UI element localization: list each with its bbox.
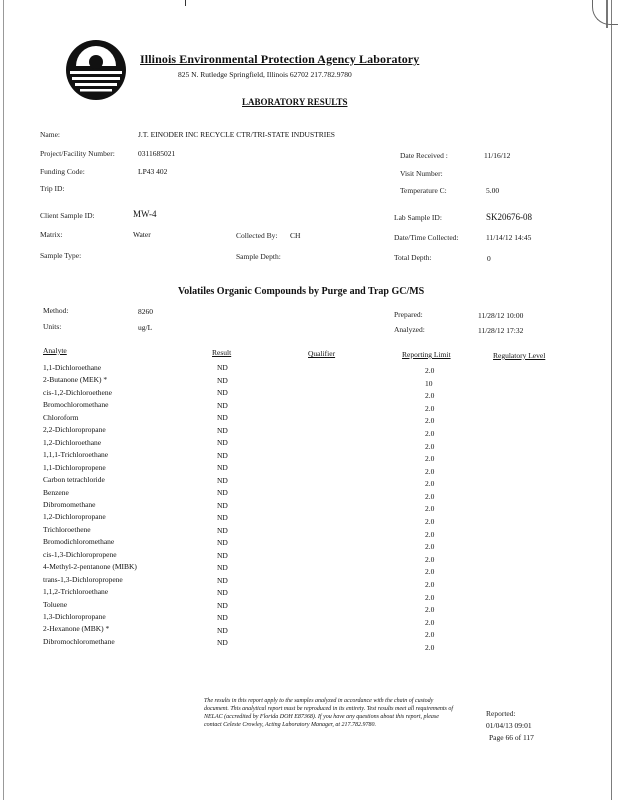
result-cell: ND [217,500,228,510]
table-row [0,512,618,527]
result-cell: ND [217,363,228,372]
total-depth-value: 0 [487,254,491,263]
analyte-cell: Toluene [43,599,68,609]
sample-depth-label: Sample Depth: [236,252,281,261]
reporting-limit-cell: 2.0 [425,428,435,438]
table-row [0,488,618,500]
reporting-limit-cell: 2.0 [425,617,435,627]
name-label: Name: [40,130,60,139]
reporting-limit-cell: 2.0 [425,592,435,602]
analyte-cell: 4-Methyl-2-pentanone (MIBK) [43,562,137,572]
table-row [0,375,618,387]
table-row [0,438,618,450]
collected-by-label: Collected By: [236,231,278,240]
reporting-limit-cell: 10 [425,378,433,388]
reporting-limit-cell: 2.0 [425,517,435,527]
matrix-label: Matrix: [40,230,63,239]
analyte-cell: Dibromochloromethane [43,636,115,646]
analyte-cell: 1,2-Dichloropropane [43,512,106,522]
table-row [0,413,618,425]
date-received-value: 11/16/12 [484,151,511,160]
table-row [0,463,618,475]
trip-label: Trip ID: [40,184,65,193]
units-label: Units: [43,322,62,331]
project-value: 0311685021 [138,149,176,158]
reporting-limit-cell: 2.0 [425,554,435,564]
page-corner-curl [592,0,618,25]
result-cell: ND [217,475,228,485]
result-cell: ND [217,513,228,523]
result-cell: ND [217,450,228,460]
analyte-cell: Benzene [43,487,69,497]
reporting-limit-cell: 2.0 [425,366,435,375]
analyte-cell: 2-Butanone (MEK) * [43,375,108,385]
scan-mark-top [185,0,186,6]
reporting-limit-cell: 2.0 [425,479,435,489]
col-header-result: Result [212,348,232,357]
result-cell: ND [217,388,228,398]
analyte-cell: 1,3-Dichloropropane [43,612,106,621]
result-cell: ND [217,413,228,423]
analyte-cell: cis-1,2-Dichloroethene [43,387,112,397]
result-cell: ND [217,575,228,585]
reporting-limit-cell: 2.0 [425,454,435,464]
result-cell: ND [217,600,228,610]
agency-title: Illinois Environmental Protection Agency Laboratory [140,52,420,66]
analyte-cell: cis-1,3-Dichloropropene [43,549,117,559]
analyte-cell: 1,1,2-Trichloroethane [43,587,109,597]
collected-by-value: CH [290,231,301,240]
analyzed-label: Analyzed: [394,325,425,334]
temperature-label: Temperature C: [400,186,447,195]
reporting-limit-cell: 2.0 [425,567,435,577]
table-row [0,636,618,652]
result-cell: ND [217,538,228,548]
result-cell: ND [217,425,228,435]
reporting-limit-cell: 2.0 [425,504,435,514]
units-value: ug/L [138,323,153,332]
col-header-qualifier: Qualifier [308,349,336,358]
table-row [0,388,618,400]
reported-value: 01/04/13 09:01 [486,721,532,730]
reporting-limit-cell: 2.0 [425,542,435,552]
funding-value: LP43 402 [138,167,168,176]
reporting-limit-cell: 2.0 [425,491,435,501]
reporting-limit-cell: 2.0 [425,630,435,640]
analyte-cell: 2-Hexanone (MBK) * [43,624,110,634]
table-row [0,574,618,590]
result-cell: ND [217,550,228,560]
lab-sample-label: Lab Sample ID: [394,213,442,222]
agency-address: 825 N. Rutledge Springfield, Illinois 62702 217.782.9780 [178,70,352,79]
report-title: LABORATORY RESULTS [242,97,348,107]
table-row [0,599,618,615]
table-row [0,537,618,552]
analyte-cell: Carbon tetrachloride [43,475,105,485]
table-row [0,500,618,512]
section-title: Volatiles Organic Compounds by Purge and Trap GC/MS [178,286,425,297]
prepared-label: Prepared: [394,310,423,319]
method-label: Method: [43,306,69,315]
analyte-cell: Bromodichloromethane [43,537,115,547]
table-row [0,612,618,627]
reporting-limit-cell: 2.0 [425,416,435,426]
table-row [0,562,618,577]
table-row [0,450,618,462]
analyte-cell: Dibromomethane [43,499,96,509]
analyte-cell: 1,1,1-Trichloroethane [43,450,109,460]
table-row [0,525,618,537]
reporting-limit-cell: 2.0 [425,580,435,590]
datetime-collected-label: Date/Time Collected: [394,233,459,242]
result-cell: ND [217,525,228,535]
name-value: J.T. EINODER INC RECYCLE CTR/TRI-STATE INDUSTRIES [138,130,335,139]
table-row [0,425,618,437]
analyte-cell: 1,1-Dichloroethane [43,363,102,372]
date-received-label: Date Received : [400,151,448,160]
result-cell: ND [217,638,228,648]
analyte-cell: 1,1-Dichloropropene [43,462,106,472]
result-cell: ND [217,488,228,498]
reporting-limit-cell: 2.0 [425,529,435,539]
visit-label: Visit Number: [400,169,443,178]
client-sample-label: Client Sample ID: [40,211,95,220]
analyte-cell: 2,2-Dichloropropane [43,425,106,435]
result-cell: ND [217,563,228,573]
prepared-value: 11/28/12 10:00 [478,311,524,320]
sample-type-label: Sample Type: [40,251,82,260]
funding-label: Funding Code: [40,167,85,176]
lab-sample-value: SK20676-08 [486,212,533,222]
table-row [0,475,618,487]
reporting-limit-cell: 2.0 [425,403,435,413]
method-value: 8260 [138,307,153,316]
analyte-cell: 1,2-Dichloroethane [43,437,102,447]
analyte-cell: Chloroform [43,412,79,422]
reporting-limit-cell: 2.0 [425,642,435,652]
table-row [0,363,618,375]
disclaimer-note: The results in this report apply to the samples analyzed in accordance with the chain of custody document. This analytical report must be reproduced in its entirety. Test results meet all requirements of NELAC (accredited by Florida DOH E87368). If you have any questions about this report, please contact Celeste Crowley, Acting Laboratory Manager, at 217.782.9780. [204,698,454,728]
result-cell: ND [217,438,228,448]
matrix-value: Water [133,230,151,239]
table-row [0,550,618,562]
result-cell: ND [217,375,228,385]
reporting-limit-cell: 2.0 [425,605,435,615]
page-number: Page 66 of 117 [489,733,534,742]
result-cell: ND [217,463,228,473]
table-row [0,624,618,640]
col-header-regulatory-level: Regulatory Level [493,351,546,360]
result-cell: ND [217,400,228,410]
result-cell: ND [217,625,228,635]
analyte-cell: trans-1,3-Dichloropropene [43,574,123,584]
table-row [0,400,618,412]
col-header-analyte: Analyte [43,346,67,355]
analyte-cell: Bromochloromethane [43,400,109,410]
reporting-limit-cell: 2.0 [425,391,435,401]
iepa-logo-icon [64,38,128,102]
total-depth-label: Total Depth: [394,253,432,262]
reported-label: Reported: [486,709,516,718]
analyzed-value: 11/28/12 17:32 [478,326,524,335]
project-label: Project/Facility Number: [40,149,115,158]
analyte-cell: Trichloroethene [43,524,91,534]
col-header-reporting-limit: Reporting Limit [402,350,451,359]
result-cell: ND [217,613,228,623]
datetime-collected-value: 11/14/12 14:45 [486,233,532,242]
result-cell: ND [217,588,228,598]
temperature-value: 5.00 [486,186,500,195]
client-sample-value: MW-4 [133,209,157,219]
table-row [0,587,618,602]
reporting-limit-cell: 2.0 [425,441,435,451]
reporting-limit-cell: 2.0 [425,466,435,476]
